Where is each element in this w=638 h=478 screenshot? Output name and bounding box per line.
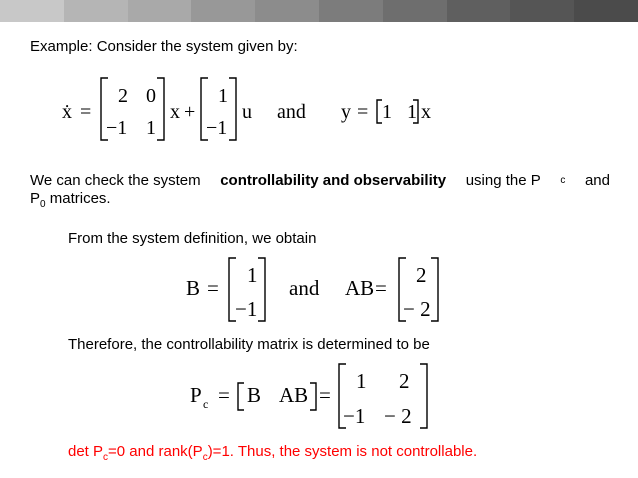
and-word: and <box>289 276 320 300</box>
conclusion-line <box>68 443 477 463</box>
bar-segment <box>191 0 255 22</box>
matrix-a-cell: 1 <box>146 117 156 139</box>
bar-segment <box>319 0 383 22</box>
bar-segment <box>383 0 447 22</box>
ab-cell: 2 <box>416 263 427 287</box>
equals-sign: = <box>319 383 331 407</box>
subscript: c <box>103 452 109 463</box>
paragraph-text: and <box>584 172 610 189</box>
b-cell: −1 <box>235 297 258 321</box>
b-cell: 1 <box>247 263 258 287</box>
ab-symbol: AB <box>279 383 309 407</box>
and-word: and <box>277 101 306 123</box>
b-symbol: B <box>247 383 262 407</box>
pc-cell: 1 <box>356 369 367 393</box>
pc-equation <box>0 356 638 436</box>
output-y: y <box>341 101 351 123</box>
paragraph-bold: controllability and observability <box>220 172 447 189</box>
bar-segment <box>0 0 64 22</box>
p-subscript: c <box>203 397 209 411</box>
equals-sign: = <box>357 101 369 123</box>
conclusion-text: =0 and rank(P <box>108 443 203 460</box>
ab-symbol: AB <box>345 276 375 300</box>
equals-sign: = <box>80 101 92 123</box>
vector-bracket-right <box>229 78 236 140</box>
system-equation <box>0 72 638 152</box>
bar-segment <box>510 0 574 22</box>
paragraph-text: P <box>30 190 41 207</box>
bar-segment <box>64 0 128 22</box>
vector-bracket-right <box>258 258 265 321</box>
subscript: c <box>202 452 208 463</box>
subscript: 0 <box>40 199 46 210</box>
b-symbol: B <box>186 276 201 300</box>
bar-segment <box>128 0 192 22</box>
example-heading: Example: Consider the system given by: <box>30 38 298 55</box>
vector-b-cell: 1 <box>218 85 228 107</box>
conclusion-text: det P <box>68 443 104 460</box>
pc-cell: − 2 <box>384 404 412 428</box>
subscript: c <box>560 175 566 186</box>
paragraph-controllability <box>30 172 610 214</box>
bar-segment <box>447 0 511 22</box>
ab-cell: − 2 <box>403 297 431 321</box>
vector-b-cell: −1 <box>206 117 228 139</box>
vector-bracket-right <box>431 258 438 321</box>
matrix-c-cell: 1 <box>382 101 392 123</box>
state-x: x <box>170 101 180 123</box>
bar-segment <box>255 0 319 22</box>
conclusion-text: )=1. Thus, the system is not controllable. <box>207 443 478 460</box>
equals-sign: = <box>207 276 219 300</box>
paragraph-text: matrices. <box>45 190 111 207</box>
matrix-a-cell: 2 <box>118 85 128 107</box>
input-u: u <box>242 101 252 123</box>
row-bracket-right <box>310 383 316 410</box>
matrix-bracket-right <box>420 364 427 428</box>
plus-sign: + <box>184 101 196 123</box>
paragraph-line-2 <box>30 190 610 214</box>
paragraph-line-1 <box>30 172 610 190</box>
matrix-a-cell: 0 <box>146 85 156 107</box>
therefore-line: Therefore, the controllability matrix is determined to be <box>68 336 430 353</box>
pc-cell: −1 <box>343 404 366 428</box>
from-definition-line: From the system definition, we obtain <box>68 230 317 247</box>
matrix-bracket-right <box>157 78 164 140</box>
paragraph-text: using the P <box>465 172 541 189</box>
bar-segment <box>574 0 638 22</box>
state-x: x <box>421 101 431 123</box>
p-symbol: P <box>190 383 202 407</box>
equals-sign: = <box>218 383 230 407</box>
row-bracket-left <box>238 383 244 410</box>
xdot-symbol: ẋ <box>62 101 72 123</box>
matrix-c-cell: 1 <box>407 101 417 123</box>
top-decorative-bar <box>0 0 638 22</box>
equals-sign: = <box>375 276 387 300</box>
b-ab-equation <box>0 250 638 330</box>
pc-cell: 2 <box>399 369 410 393</box>
paragraph-text: We can check the system <box>30 172 201 189</box>
matrix-a-cell: −1 <box>106 117 128 139</box>
